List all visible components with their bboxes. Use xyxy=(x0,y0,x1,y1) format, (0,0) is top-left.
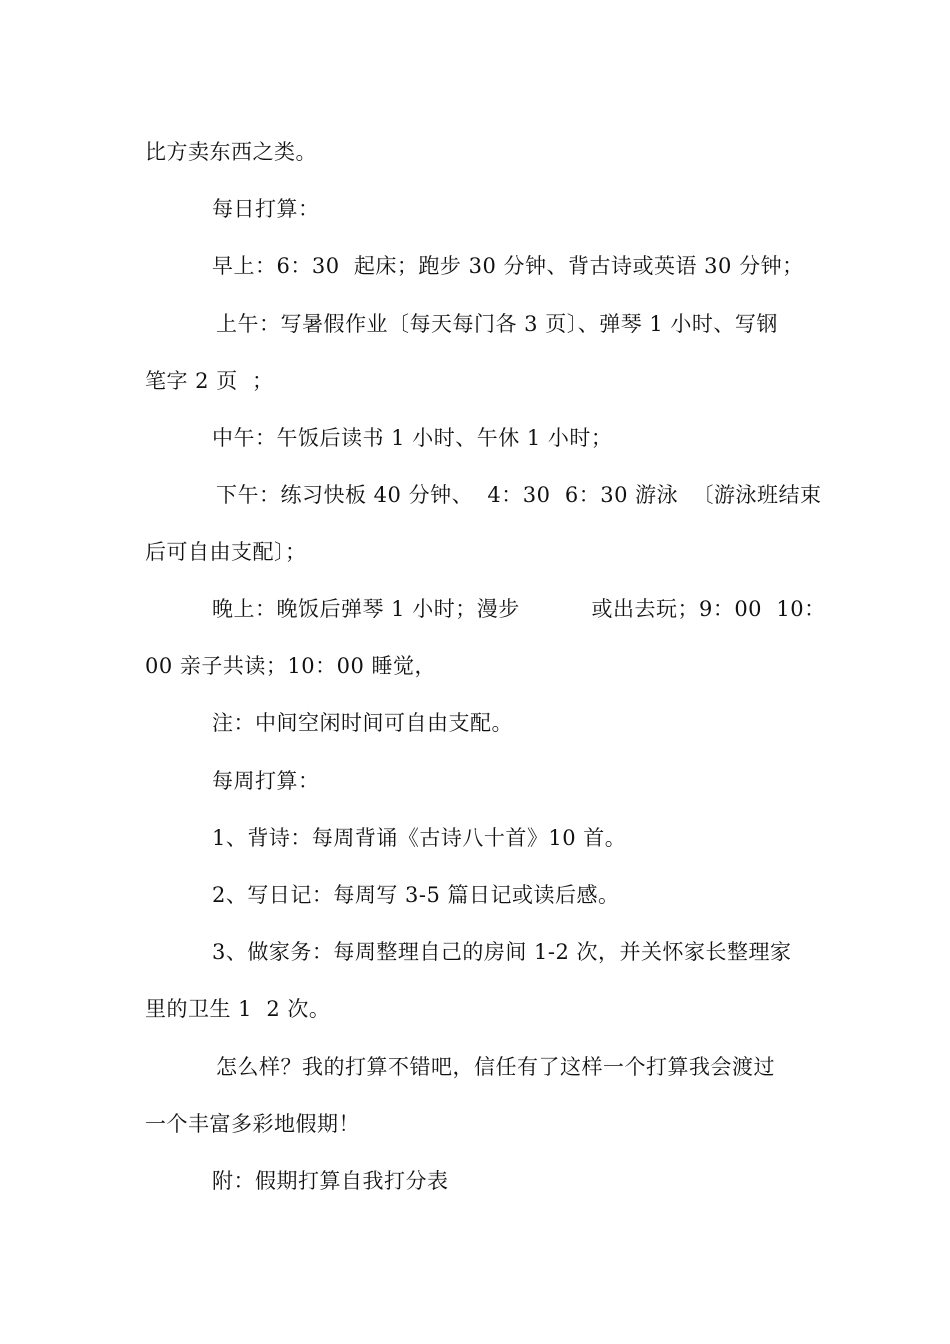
text-line-1: 比方卖东西之类。 xyxy=(145,140,317,164)
daily-plan-heading: 每日打算： xyxy=(212,197,320,221)
list-item-poems: 1、背诗：每周背诵《古诗八十首》10 首。 xyxy=(212,826,627,850)
text-line-evening: 晚上：晚饭后弹琴 1 小时；漫步 或出去玩；9：00 10： xyxy=(212,597,826,621)
text-line-note: 注：中间空闲时间可自由支配。 xyxy=(212,711,513,735)
text-line-conclusion: 怎么样？我的打算不错吧，信任有了这样一个打算我会渡过 xyxy=(216,1055,775,1079)
text-line-noon: 中午：午饭后读书 1 小时、午休 1 小时； xyxy=(212,426,613,450)
text-line-forenoon: 上午：写暑假作业〔每天每门各 3 页〕、弹琴 1 小时、写钢 xyxy=(216,312,778,336)
appendix-line: 附：假期打算自我打分表 xyxy=(212,1169,449,1193)
text-line-morning: 早上：6：30 起床；跑步 30 分钟、背古诗或英语 30 分钟； xyxy=(212,254,804,278)
text-line-afternoon-cont: 后可自由支配〕； xyxy=(145,540,307,564)
list-item-diary: 2、写日记：每周写 3-5 篇日记或读后感。 xyxy=(212,883,620,907)
text-line-afternoon: 下午：练习快板 40 分钟、 4：30 6：30 游泳 〔游泳班结束 xyxy=(216,483,822,507)
text-line-conclusion-cont: 一个丰富多彩地假期！ xyxy=(145,1112,360,1136)
text-line-evening-cont: 00 亲子共读；10：00 睡觉， xyxy=(145,654,437,678)
list-item-chores-cont: 里的卫生 1 2 次。 xyxy=(145,997,331,1021)
list-item-chores: 3、做家务：每周整理自己的房间 1-2 次，并关怀家长整理家 xyxy=(212,940,792,964)
text-line-forenoon-cont: 笔字 2 页 ； xyxy=(145,369,274,393)
weekly-plan-heading: 每周打算： xyxy=(212,769,320,793)
